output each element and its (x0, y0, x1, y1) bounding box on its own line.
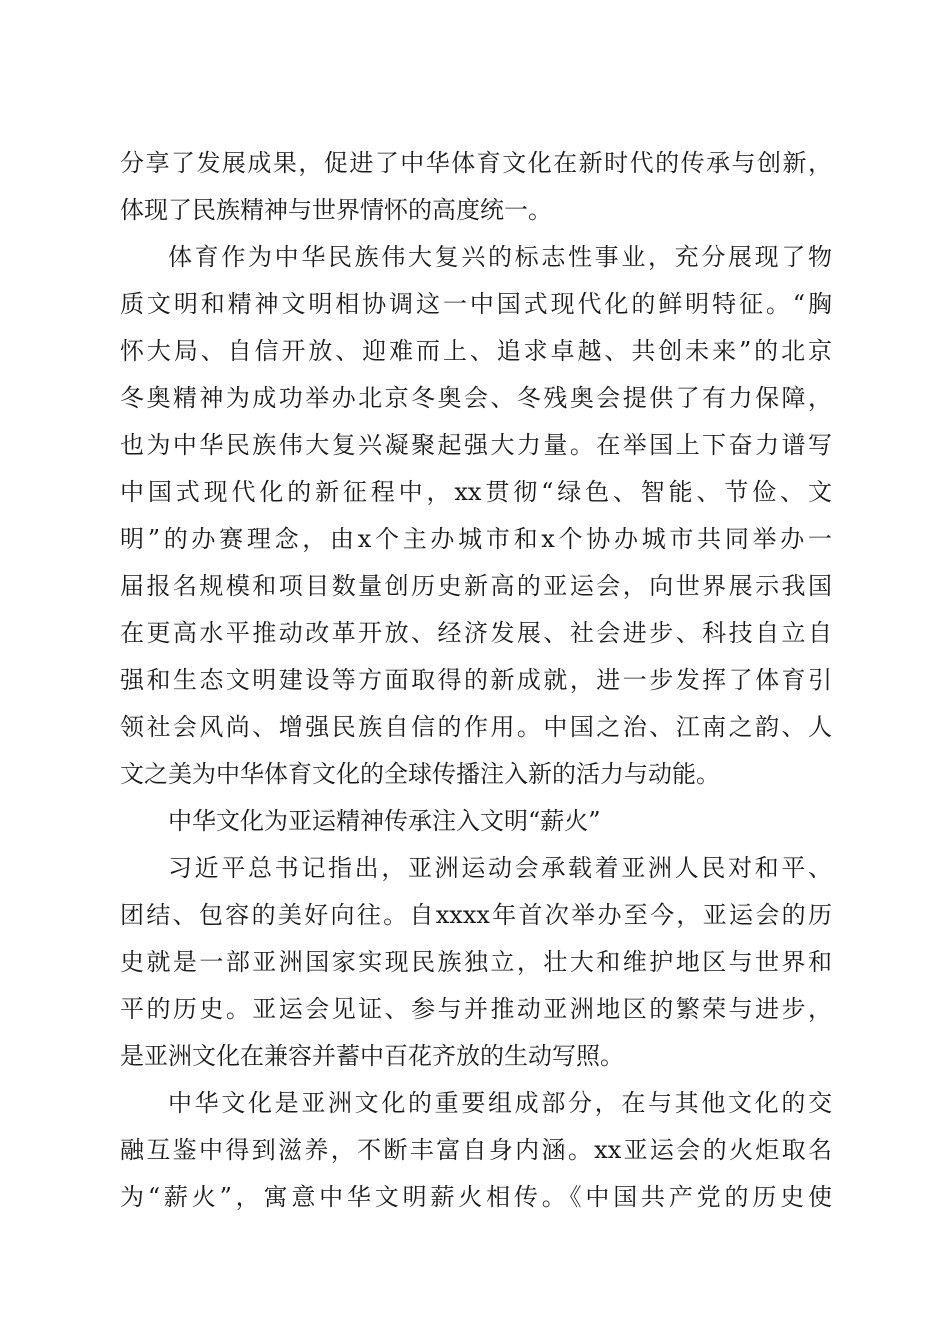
text-line: 领社会风尚、增强民族自信的作用。中国之治、江南之韵、人 (120, 713, 832, 741)
text-line: 文之美为中华体育文化的全球传播注入新的活力与动能。 (120, 760, 720, 788)
text-line: 中华文化是亚洲文化的重要组成部分，在与其他文化的交 (168, 1089, 832, 1117)
text-line: 在更高水平推动改革开放、经济发展、社会进步、科技自立自 (120, 619, 832, 647)
text-line: 分享了发展成果，促进了中华体育文化在新时代的传承与创新， (120, 149, 832, 177)
text-line: 冬奥精神为成功举办北京冬奥会、冬残奥会提供了有力保障， (120, 384, 832, 412)
text-line: 平的历史。亚运会见证、参与并推动亚洲地区的繁荣与进步， (120, 995, 832, 1023)
text-line: 明”的办赛理念，由x个主办城市和x个协办城市共同举办一 (120, 525, 832, 553)
text-line: 质文明和精神文明相协调这一中国式现代化的鲜明特征。“胸 (120, 290, 832, 318)
text-line: 史就是一部亚洲国家实现民族独立，壮大和维护地区与世界和 (120, 948, 832, 976)
text-line: 也为中华民族伟大复兴凝聚起强大力量。在举国上下奋力谱写 (120, 431, 832, 459)
text-line: 体现了民族精神与世界情怀的高度统一。 (120, 196, 552, 224)
text-line: 怀大局、自信开放、迎难而上、追求卓越、共创未来”的北京 (120, 337, 832, 365)
text-line: 中国式现代化的新征程中，xx贯彻“绿色、智能、节俭、文 (120, 478, 832, 506)
text-line: 习近平总书记指出，亚洲运动会承载着亚洲人民对和平、 (168, 854, 832, 882)
text-line: 为“薪火”，寓意中华文明薪火相传。《中国共产党的历史使 (120, 1183, 832, 1211)
text-line: 体育作为中华民族伟大复兴的标志性事业，充分展现了物 (168, 243, 832, 271)
section-heading: 中华文化为亚运精神传承注入文明“薪火” (168, 807, 601, 835)
text-line: 强和生态文明建设等方面取得的新成就，进一步发挥了体育引 (120, 666, 832, 694)
text-line: 届报名规模和项目数量创历史新高的亚运会，向世界展示我国 (120, 572, 832, 600)
text-line: 团结、包容的美好向往。自xxxx年首次举办至今，亚运会的历 (120, 901, 832, 929)
text-line: 融互鉴中得到滋养，不断丰富自身内涵。xx亚运会的火炬取名 (120, 1136, 832, 1164)
text-line: 是亚洲文化在兼容并蓄中百花齐放的生动写照。 (120, 1042, 624, 1070)
